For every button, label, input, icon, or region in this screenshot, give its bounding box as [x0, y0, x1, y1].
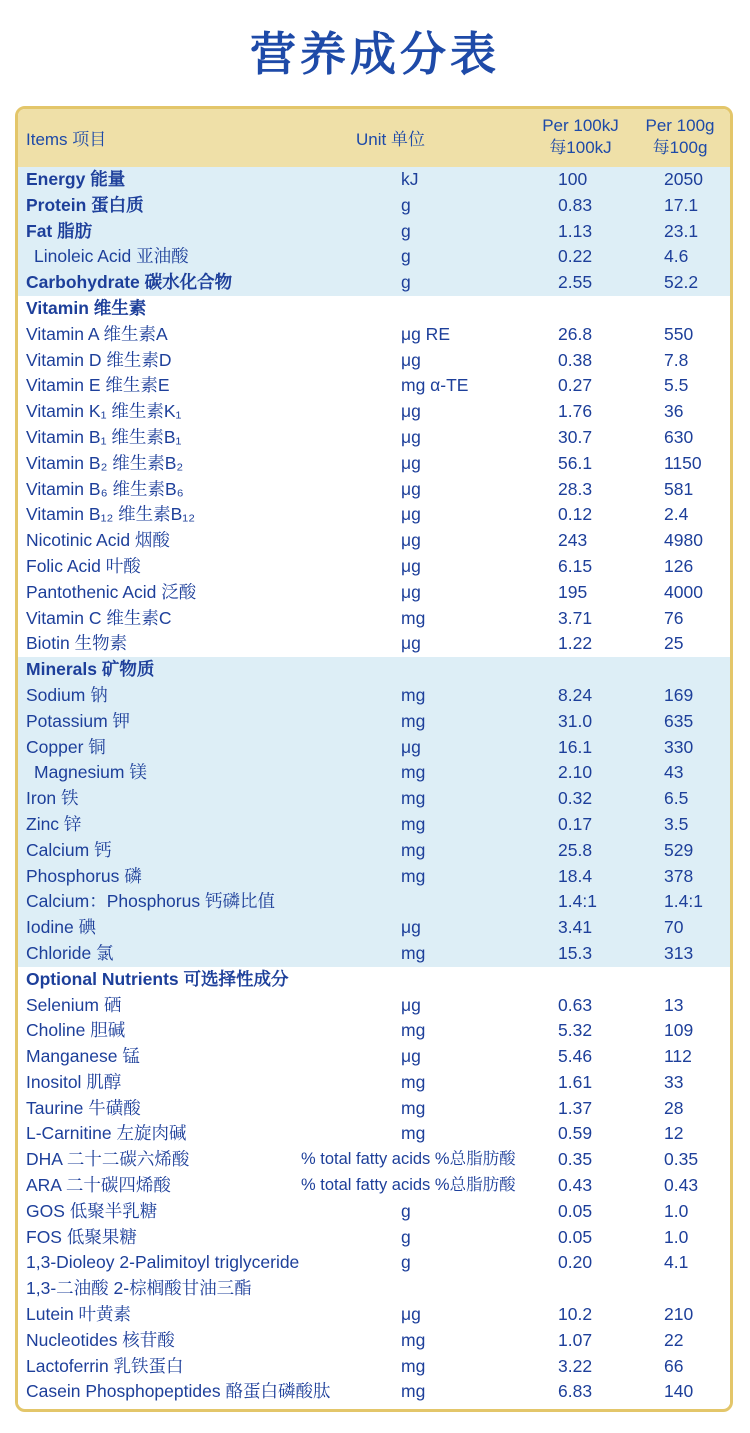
row-unit: g — [401, 1226, 411, 1247]
row-per-100kj: 3.22 — [558, 1355, 593, 1376]
row-name: Calcium 钙 — [26, 839, 112, 860]
table-row — [18, 1354, 730, 1380]
row-per-100kj: 5.46 — [558, 1046, 593, 1067]
row-per-100kj: 1.07 — [558, 1329, 593, 1350]
row-unit: mg — [401, 1097, 426, 1118]
table-row — [18, 580, 730, 606]
row-name: Manganese 锰 — [26, 1046, 140, 1067]
row-unit: mg — [401, 1020, 426, 1041]
row-name: Potassium 钾 — [26, 710, 131, 731]
row-name: 1,3-Dioleoy 2-Palimitoyl triglyceride — [26, 1252, 300, 1273]
table-row — [18, 812, 730, 838]
table-row — [18, 1250, 730, 1276]
row-per-100g: 169 — [664, 684, 694, 705]
row-unit: μg — [401, 633, 421, 654]
row-per-100g: 13 — [664, 994, 684, 1015]
header-per-100kj — [533, 115, 628, 159]
row-name: Vitamin 维生素 — [26, 297, 147, 318]
row-per-100g: 550 — [664, 323, 694, 344]
row-per-100kj: 1.13 — [558, 220, 593, 241]
row-name: Vitamin C 维生素C — [26, 607, 172, 628]
row-name: Inositol 肌醇 — [26, 1071, 122, 1092]
table-row — [18, 219, 730, 245]
table-row — [18, 941, 730, 967]
header-per-100g-en: Per 100g — [645, 116, 715, 135]
row-per-100kj: 28.3 — [558, 478, 593, 499]
header-per-100kj-cn: 每100kJ — [549, 138, 612, 157]
row-per-100g: 313 — [664, 942, 694, 963]
row-per-100g: 36 — [664, 401, 684, 422]
row-unit: g — [401, 194, 411, 215]
table-body — [18, 167, 730, 1405]
row-name: DHA 二十二碳六烯酸 — [26, 1149, 190, 1170]
row-unit: μg — [401, 504, 421, 525]
row-unit: mg — [401, 1381, 426, 1402]
table-row — [18, 786, 730, 812]
row-unit: mg — [401, 839, 426, 860]
row-per-100kj: 25.8 — [558, 839, 593, 860]
row-name: Iodine 碘 — [26, 917, 97, 938]
row-name: Vitamin B₁₂ 维生素B₁₂ — [26, 504, 196, 525]
row-name: Vitamin D 维生素D — [26, 349, 172, 370]
row-per-100g: 1.0 — [664, 1200, 689, 1221]
row-per-100g: 112 — [664, 1046, 692, 1067]
row-name: Vitamin E 维生素E — [26, 375, 170, 396]
table-row — [18, 1199, 730, 1225]
row-unit: μg — [401, 581, 421, 602]
table-row — [18, 167, 730, 193]
header-items: Items 项目 — [26, 130, 107, 149]
row-unit: g — [401, 1252, 411, 1273]
row-unit: μg — [401, 736, 421, 757]
row-per-100kj: 56.1 — [558, 452, 593, 473]
row-per-100g: 2050 — [664, 169, 703, 189]
table-row — [18, 1070, 730, 1096]
row-per-100g: 126 — [664, 555, 694, 576]
row-per-100kj: 5.32 — [558, 1020, 593, 1041]
row-per-100kj: 100 — [558, 169, 588, 189]
row-per-100kj: 0.12 — [558, 504, 593, 525]
row-per-100kj: 0.32 — [558, 788, 593, 809]
row-name: Phosphorus 磷 — [26, 865, 142, 886]
row-per-100kj: 26.8 — [558, 323, 593, 344]
row-name: 1,3-二油酸 2-棕榈酸甘油三酯 — [26, 1278, 252, 1299]
row-unit: mg — [401, 1123, 426, 1144]
row-per-100g: 210 — [664, 1304, 694, 1325]
table-row — [18, 1173, 730, 1199]
row-unit: g — [401, 246, 411, 267]
row-per-100kj: 0.20 — [558, 1252, 593, 1273]
row-name: Fat 脂肪 — [26, 220, 93, 241]
row-per-100g: 330 — [664, 736, 694, 757]
table-row — [18, 193, 730, 219]
header-unit: Unit 单位 — [356, 130, 425, 149]
row-per-100kj: 15.3 — [558, 942, 593, 963]
table-row — [18, 864, 730, 890]
row-unit: mg — [401, 607, 426, 628]
row-per-100kj: 1.4:1 — [558, 891, 597, 912]
row-unit: μg — [401, 994, 421, 1015]
row-per-100g: 1.4:1 — [664, 891, 703, 912]
table-row — [18, 709, 730, 735]
table-row — [18, 1018, 730, 1044]
row-unit: mg — [401, 1355, 426, 1376]
table-row — [18, 993, 730, 1019]
row-per-100g: 529 — [664, 839, 694, 860]
table-row — [18, 657, 730, 683]
row-per-100kj: 0.22 — [558, 246, 593, 267]
row-per-100g: 109 — [664, 1020, 694, 1041]
row-name: Lactoferrin 乳铁蛋白 — [26, 1355, 184, 1376]
row-name: Chloride 氯 — [26, 942, 114, 963]
row-per-100kj: 3.71 — [558, 607, 593, 628]
row-per-100kj: 10.2 — [558, 1304, 593, 1325]
table-row — [18, 683, 730, 709]
row-per-100kj: 0.05 — [558, 1226, 593, 1247]
header-per-100kj-en: Per 100kJ — [542, 116, 619, 135]
row-per-100g: 1150 — [664, 452, 702, 473]
row-per-100kj: 30.7 — [558, 426, 593, 447]
row-per-100kj: 1.76 — [558, 401, 593, 422]
row-per-100g: 25 — [664, 633, 684, 654]
row-unit: μg RE — [401, 323, 450, 344]
header-per-100g-cn: 每100g — [652, 138, 708, 157]
row-name: Copper 铜 — [26, 736, 106, 757]
row-per-100kj: 31.0 — [558, 710, 593, 731]
row-unit: g — [401, 1200, 411, 1221]
table-row — [18, 1276, 730, 1302]
row-per-100g: 6.5 — [664, 788, 689, 809]
row-unit: mg — [401, 942, 426, 963]
table-row — [18, 606, 730, 632]
row-name: Calcium：Phosphorus 钙磷比值 — [26, 891, 275, 912]
table-row — [18, 1379, 730, 1405]
row-per-100g: 22 — [664, 1329, 684, 1350]
row-per-100kj: 0.63 — [558, 994, 593, 1015]
table-row — [18, 373, 730, 399]
row-per-100g: 0.43 — [664, 1175, 699, 1196]
row-per-100kj: 0.83 — [558, 194, 593, 215]
row-per-100g: 23.1 — [664, 220, 699, 241]
row-per-100g: 4.1 — [664, 1252, 689, 1273]
row-name: Protein 蛋白质 — [26, 194, 144, 215]
row-unit: mg — [401, 1071, 426, 1092]
table-row — [18, 915, 730, 941]
row-name: Biotin 生物素 — [26, 633, 128, 654]
row-unit: mg — [401, 788, 426, 809]
row-unit: μg — [401, 478, 421, 499]
row-unit: g — [401, 272, 411, 293]
row-per-100kj: 0.17 — [558, 813, 593, 834]
row-per-100kj: 18.4 — [558, 865, 593, 886]
row-name: Carbohydrate 碳水化合物 — [26, 272, 233, 293]
row-per-100g: 12 — [664, 1123, 684, 1144]
row-per-100g: 378 — [664, 865, 694, 886]
row-name: Sodium 钠 — [26, 684, 108, 705]
row-per-100g: 17.1 — [664, 194, 699, 215]
row-per-100kj: 0.05 — [558, 1200, 593, 1221]
row-per-100g: 0.35 — [664, 1149, 699, 1170]
row-per-100kj: 1.61 — [558, 1071, 593, 1092]
row-name: Casein Phosphopeptides 酪蛋白磷酸肽 — [26, 1381, 331, 1402]
row-name: Taurine 牛磺酸 — [26, 1097, 141, 1118]
row-name: Nicotinic Acid 烟酸 — [26, 530, 170, 551]
row-per-100kj: 6.83 — [558, 1381, 593, 1402]
row-unit: mg — [401, 813, 426, 834]
row-unit: kJ — [401, 169, 419, 189]
row-unit: μg — [401, 555, 421, 576]
row-name: Vitamin A 维生素A — [26, 323, 168, 344]
row-unit: mg — [401, 1329, 426, 1350]
row-per-100g: 635 — [664, 710, 694, 731]
row-name: Magnesium 镁 — [34, 762, 147, 783]
row-unit: mg — [401, 865, 426, 886]
row-name: Iron 铁 — [26, 788, 79, 809]
row-unit: mg — [401, 684, 426, 705]
row-per-100g: 70 — [664, 917, 684, 938]
row-name: Choline 胆碱 — [26, 1020, 126, 1041]
row-name: Nucleotides 核苷酸 — [26, 1329, 175, 1350]
row-name: Selenium 硒 — [26, 994, 122, 1015]
table-row — [18, 528, 730, 554]
row-unit: μg — [401, 917, 421, 938]
row-unit: μg — [401, 401, 421, 422]
table-row — [18, 399, 730, 425]
row-per-100kj: 1.22 — [558, 633, 593, 654]
row-per-100kj: 195 — [558, 581, 588, 602]
nutrition-table — [15, 106, 733, 1412]
row-per-100kj: 6.15 — [558, 555, 593, 576]
table-row — [18, 244, 730, 270]
table-row — [18, 631, 730, 657]
row-unit: mg — [401, 762, 426, 783]
row-name: Vitamin B₆ 维生素B₆ — [26, 478, 184, 499]
row-per-100kj: 1.37 — [558, 1097, 593, 1118]
table-row — [18, 1096, 730, 1122]
row-name: Optional Nutrients 可选择性成分 — [26, 968, 289, 989]
row-unit: μg — [401, 530, 421, 551]
row-per-100g: 43 — [664, 762, 684, 783]
table-row — [18, 425, 730, 451]
row-name: GOS 低聚半乳糖 — [26, 1200, 158, 1221]
row-per-100g: 4.6 — [664, 246, 689, 267]
row-per-100g: 581 — [664, 478, 694, 499]
row-name: Folic Acid 叶酸 — [26, 555, 141, 576]
row-per-100kj: 2.55 — [558, 272, 593, 293]
row-unit: μg — [401, 1304, 421, 1325]
row-unit: μg — [401, 349, 421, 370]
row-per-100kj: 3.41 — [558, 917, 593, 938]
row-name: Linoleic Acid 亚油酸 — [34, 246, 189, 267]
row-per-100kj: 0.27 — [558, 375, 593, 396]
table-row — [18, 348, 730, 374]
row-per-100g: 33 — [664, 1071, 684, 1092]
row-per-100kj: 243 — [558, 530, 588, 551]
table-row — [18, 838, 730, 864]
row-per-100g: 7.8 — [664, 349, 689, 370]
row-per-100kj: 0.38 — [558, 349, 593, 370]
row-per-100g: 66 — [664, 1355, 684, 1376]
row-name: FOS 低聚果糖 — [26, 1226, 137, 1247]
row-per-100g: 5.5 — [664, 375, 689, 396]
row-unit: % total fatty acids %总脂肪酸 — [301, 1176, 516, 1195]
row-per-100kj: 0.43 — [558, 1175, 593, 1196]
row-per-100g: 1.0 — [664, 1226, 689, 1247]
table-row — [18, 1044, 730, 1070]
table-row — [18, 296, 730, 322]
table-row — [18, 451, 730, 477]
row-per-100kj: 2.10 — [558, 762, 593, 783]
table-row — [18, 735, 730, 761]
row-name: Minerals 矿物质 — [26, 659, 155, 680]
row-unit: mg — [401, 710, 426, 731]
table-row — [18, 889, 730, 915]
row-per-100g: 52.2 — [664, 272, 699, 293]
row-per-100g: 76 — [664, 607, 684, 628]
row-name: Vitamin B₁ 维生素B₁ — [26, 426, 182, 447]
row-name: ARA 二十碳四烯酸 — [26, 1175, 171, 1196]
row-per-100g: 630 — [664, 426, 694, 447]
row-per-100g: 3.5 — [664, 813, 689, 834]
row-per-100kj: 0.35 — [558, 1149, 593, 1170]
row-unit: μg — [401, 452, 421, 473]
table-row — [18, 1121, 730, 1147]
table-row — [18, 1225, 730, 1251]
header-per-100g — [636, 115, 724, 159]
row-per-100kj: 0.59 — [558, 1123, 593, 1144]
row-name: Vitamin B₂ 维生素B₂ — [26, 452, 184, 473]
row-per-100kj: 16.1 — [558, 736, 593, 757]
table-row — [18, 554, 730, 580]
row-per-100kj: 8.24 — [558, 684, 593, 705]
row-per-100g: 4000 — [664, 581, 703, 602]
row-name: Vitamin K₁ 维生素K₁ — [26, 401, 182, 422]
row-per-100g: 28 — [664, 1097, 684, 1118]
row-unit: mg α-TE — [401, 375, 469, 396]
page-title: 营养成分表 — [250, 28, 500, 80]
table-row — [18, 1302, 730, 1328]
table-row — [18, 502, 730, 528]
row-per-100g: 140 — [664, 1381, 694, 1402]
table-row — [18, 322, 730, 348]
table-row — [18, 1147, 730, 1173]
row-unit: μg — [401, 1046, 421, 1067]
row-name: Energy 能量 — [26, 169, 126, 189]
table-row — [18, 477, 730, 503]
row-name: Lutein 叶黄素 — [26, 1304, 132, 1325]
table-row — [18, 967, 730, 993]
table-row — [18, 1328, 730, 1354]
row-name: L-Carnitine 左旋肉碱 — [26, 1123, 187, 1144]
table-row — [18, 760, 730, 786]
row-unit: g — [401, 220, 411, 241]
row-name: Zinc 锌 — [26, 813, 82, 834]
row-name: Pantothenic Acid 泛酸 — [26, 581, 197, 602]
table-row — [18, 270, 730, 296]
row-unit: % total fatty acids %总脂肪酸 — [301, 1150, 516, 1169]
row-per-100g: 4980 — [664, 530, 703, 551]
table-header — [18, 109, 730, 167]
row-per-100g: 2.4 — [664, 504, 689, 525]
row-unit: μg — [401, 426, 421, 447]
